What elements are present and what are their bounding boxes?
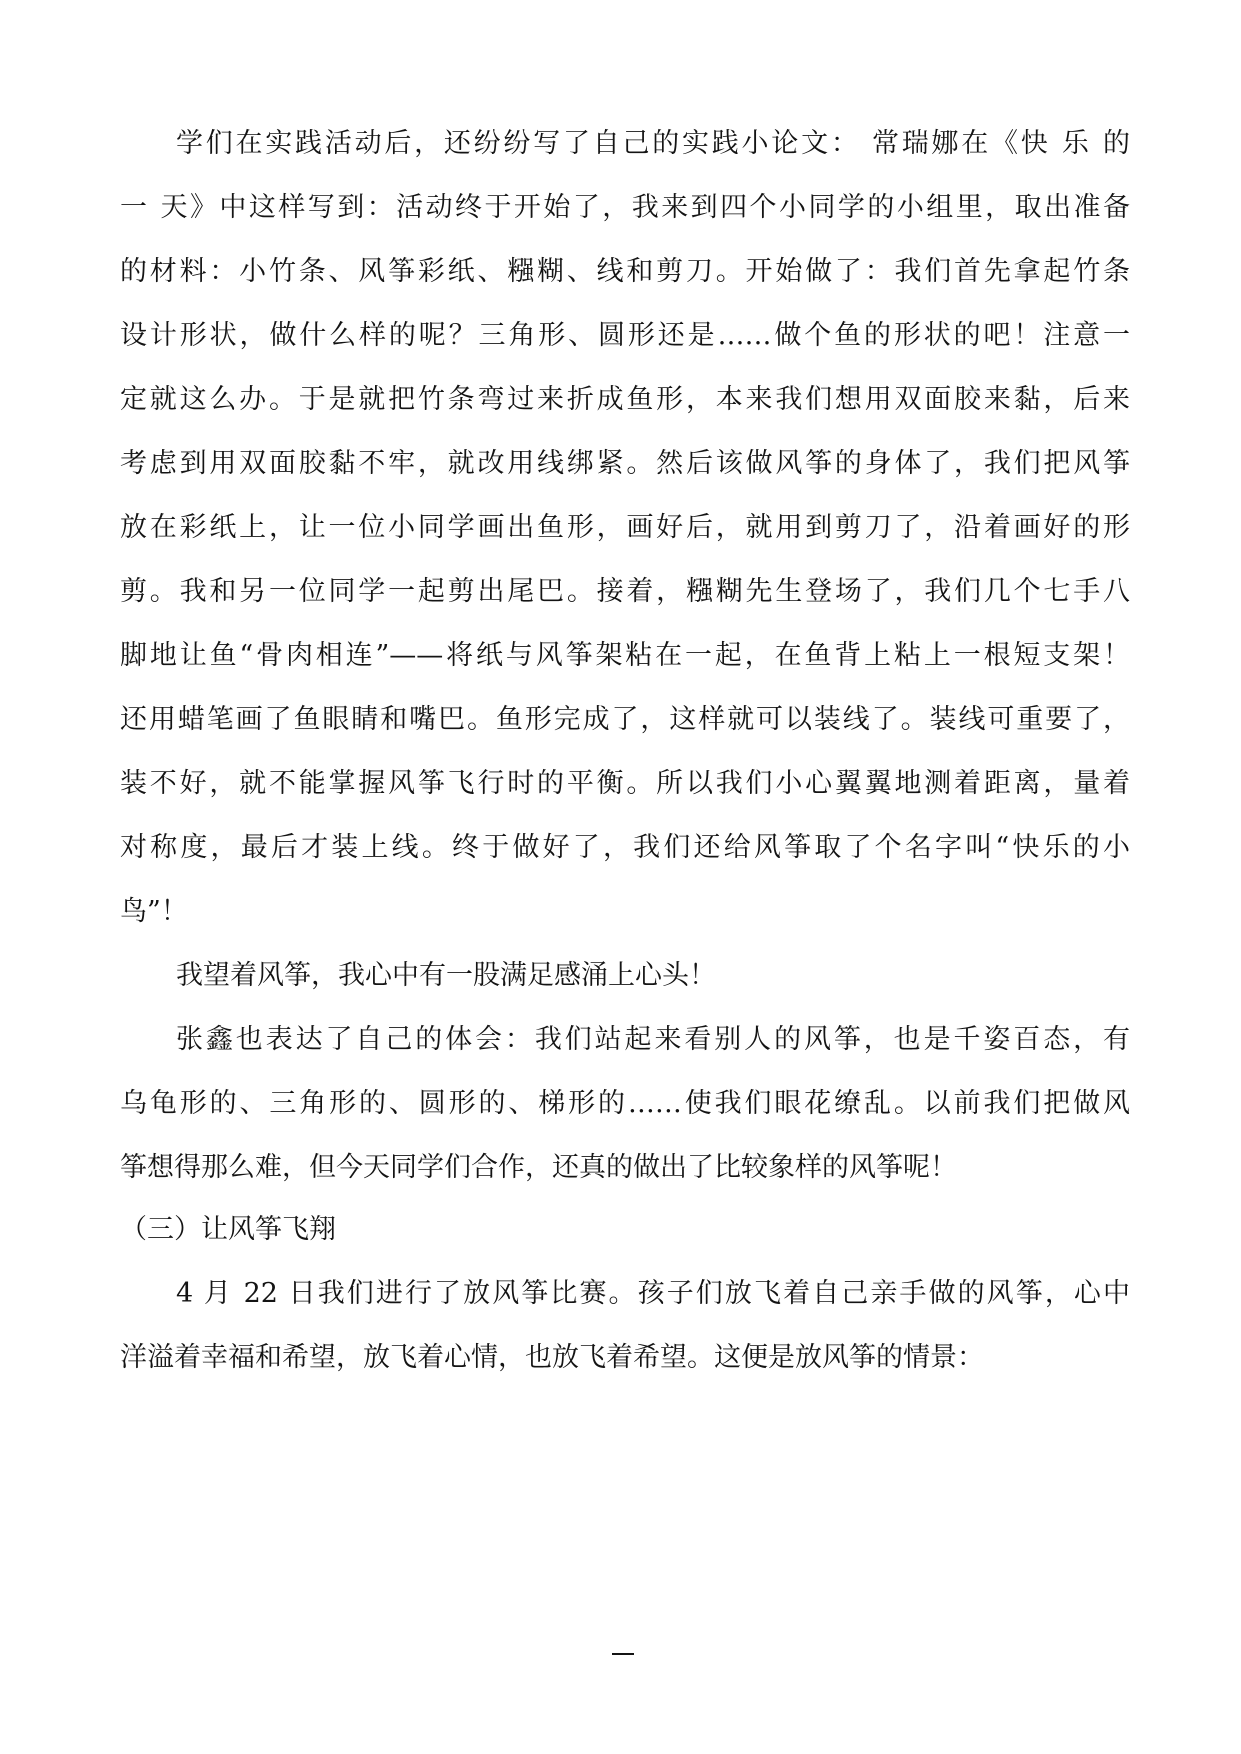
paragraph-line: 4 月 22 日我们进行了放风筝比赛。孩子们放飞着自己亲手做的风筝，心中 xyxy=(176,1278,1130,1309)
paragraph-line: 考虑到用双面胶黏不牢，就改用线绑紧。然后该做风筝的身体了，我们把风筝 xyxy=(120,448,1130,479)
page-footer-mark xyxy=(612,1653,634,1655)
paragraph-line: 脚地让鱼“骨肉相连”——将纸与风筝架粘在一起，在鱼背上粘上一根短支架！ xyxy=(120,640,1130,671)
paragraph-line: 的材料：小竹条、风筝彩纸、糨糊、线和剪刀。开始做了：我们首先拿起竹条 xyxy=(120,256,1130,287)
paragraph-line: 筝想得那么难，但今天同学们合作，还真的做出了比较象样的风筝呢！ xyxy=(120,1152,957,1183)
paragraph-line: 洋溢着幸福和希望，放飞着心情，也放飞着希望。这便是放风筝的情景： xyxy=(120,1342,984,1373)
paragraph-line: 鸟”！ xyxy=(120,896,188,927)
paragraph-line: 乌龟形的、三角形的、圆形的、梯形的……使我们眼花缭乱。以前我们把做风 xyxy=(120,1088,1130,1119)
paragraph-line: 一 天》中这样写到：活动终于开始了，我来到四个小同学的小组里，取出准备 xyxy=(120,192,1130,223)
paragraph-line: 剪。我和另一位同学一起剪出尾巴。接着，糨糊先生登场了，我们几个七手八 xyxy=(120,576,1130,607)
section-heading: （三）让风筝飞翔 xyxy=(120,1214,336,1245)
paragraph-line: 设计形状，做什么样的呢？三角形、圆形还是……做个鱼的形状的吧！注意一 xyxy=(120,320,1130,351)
paragraph-line: 装不好，就不能掌握风筝飞行时的平衡。所以我们小心翼翼地测着距离，量着 xyxy=(120,768,1130,799)
paragraph-line: 定就这么办。于是就把竹条弯过来折成鱼形，本来我们想用双面胶来黏，后来 xyxy=(120,384,1130,415)
paragraph-line: 我望着风筝，我心中有一股满足感涌上心头！ xyxy=(176,960,716,991)
paragraph-line: 放在彩纸上，让一位小同学画出鱼形，画好后，就用到剪刀了，沿着画好的形 xyxy=(120,512,1130,543)
paragraph-line: 还用蜡笔画了鱼眼睛和嘴巴。鱼形完成了，这样就可以装线了。装线可重要了， xyxy=(120,704,1130,735)
paragraph-line: 学们在实践活动后，还纷纷写了自己的实践小论文： 常瑞娜在《快 乐 的 xyxy=(176,128,1130,159)
paragraph-line: 张鑫也表达了自己的体会：我们站起来看别人的风筝，也是千姿百态，有 xyxy=(176,1024,1130,1055)
paragraph-line: 对称度，最后才装上线。终于做好了，我们还给风筝取了个名字叫“快乐的小 xyxy=(120,832,1130,863)
